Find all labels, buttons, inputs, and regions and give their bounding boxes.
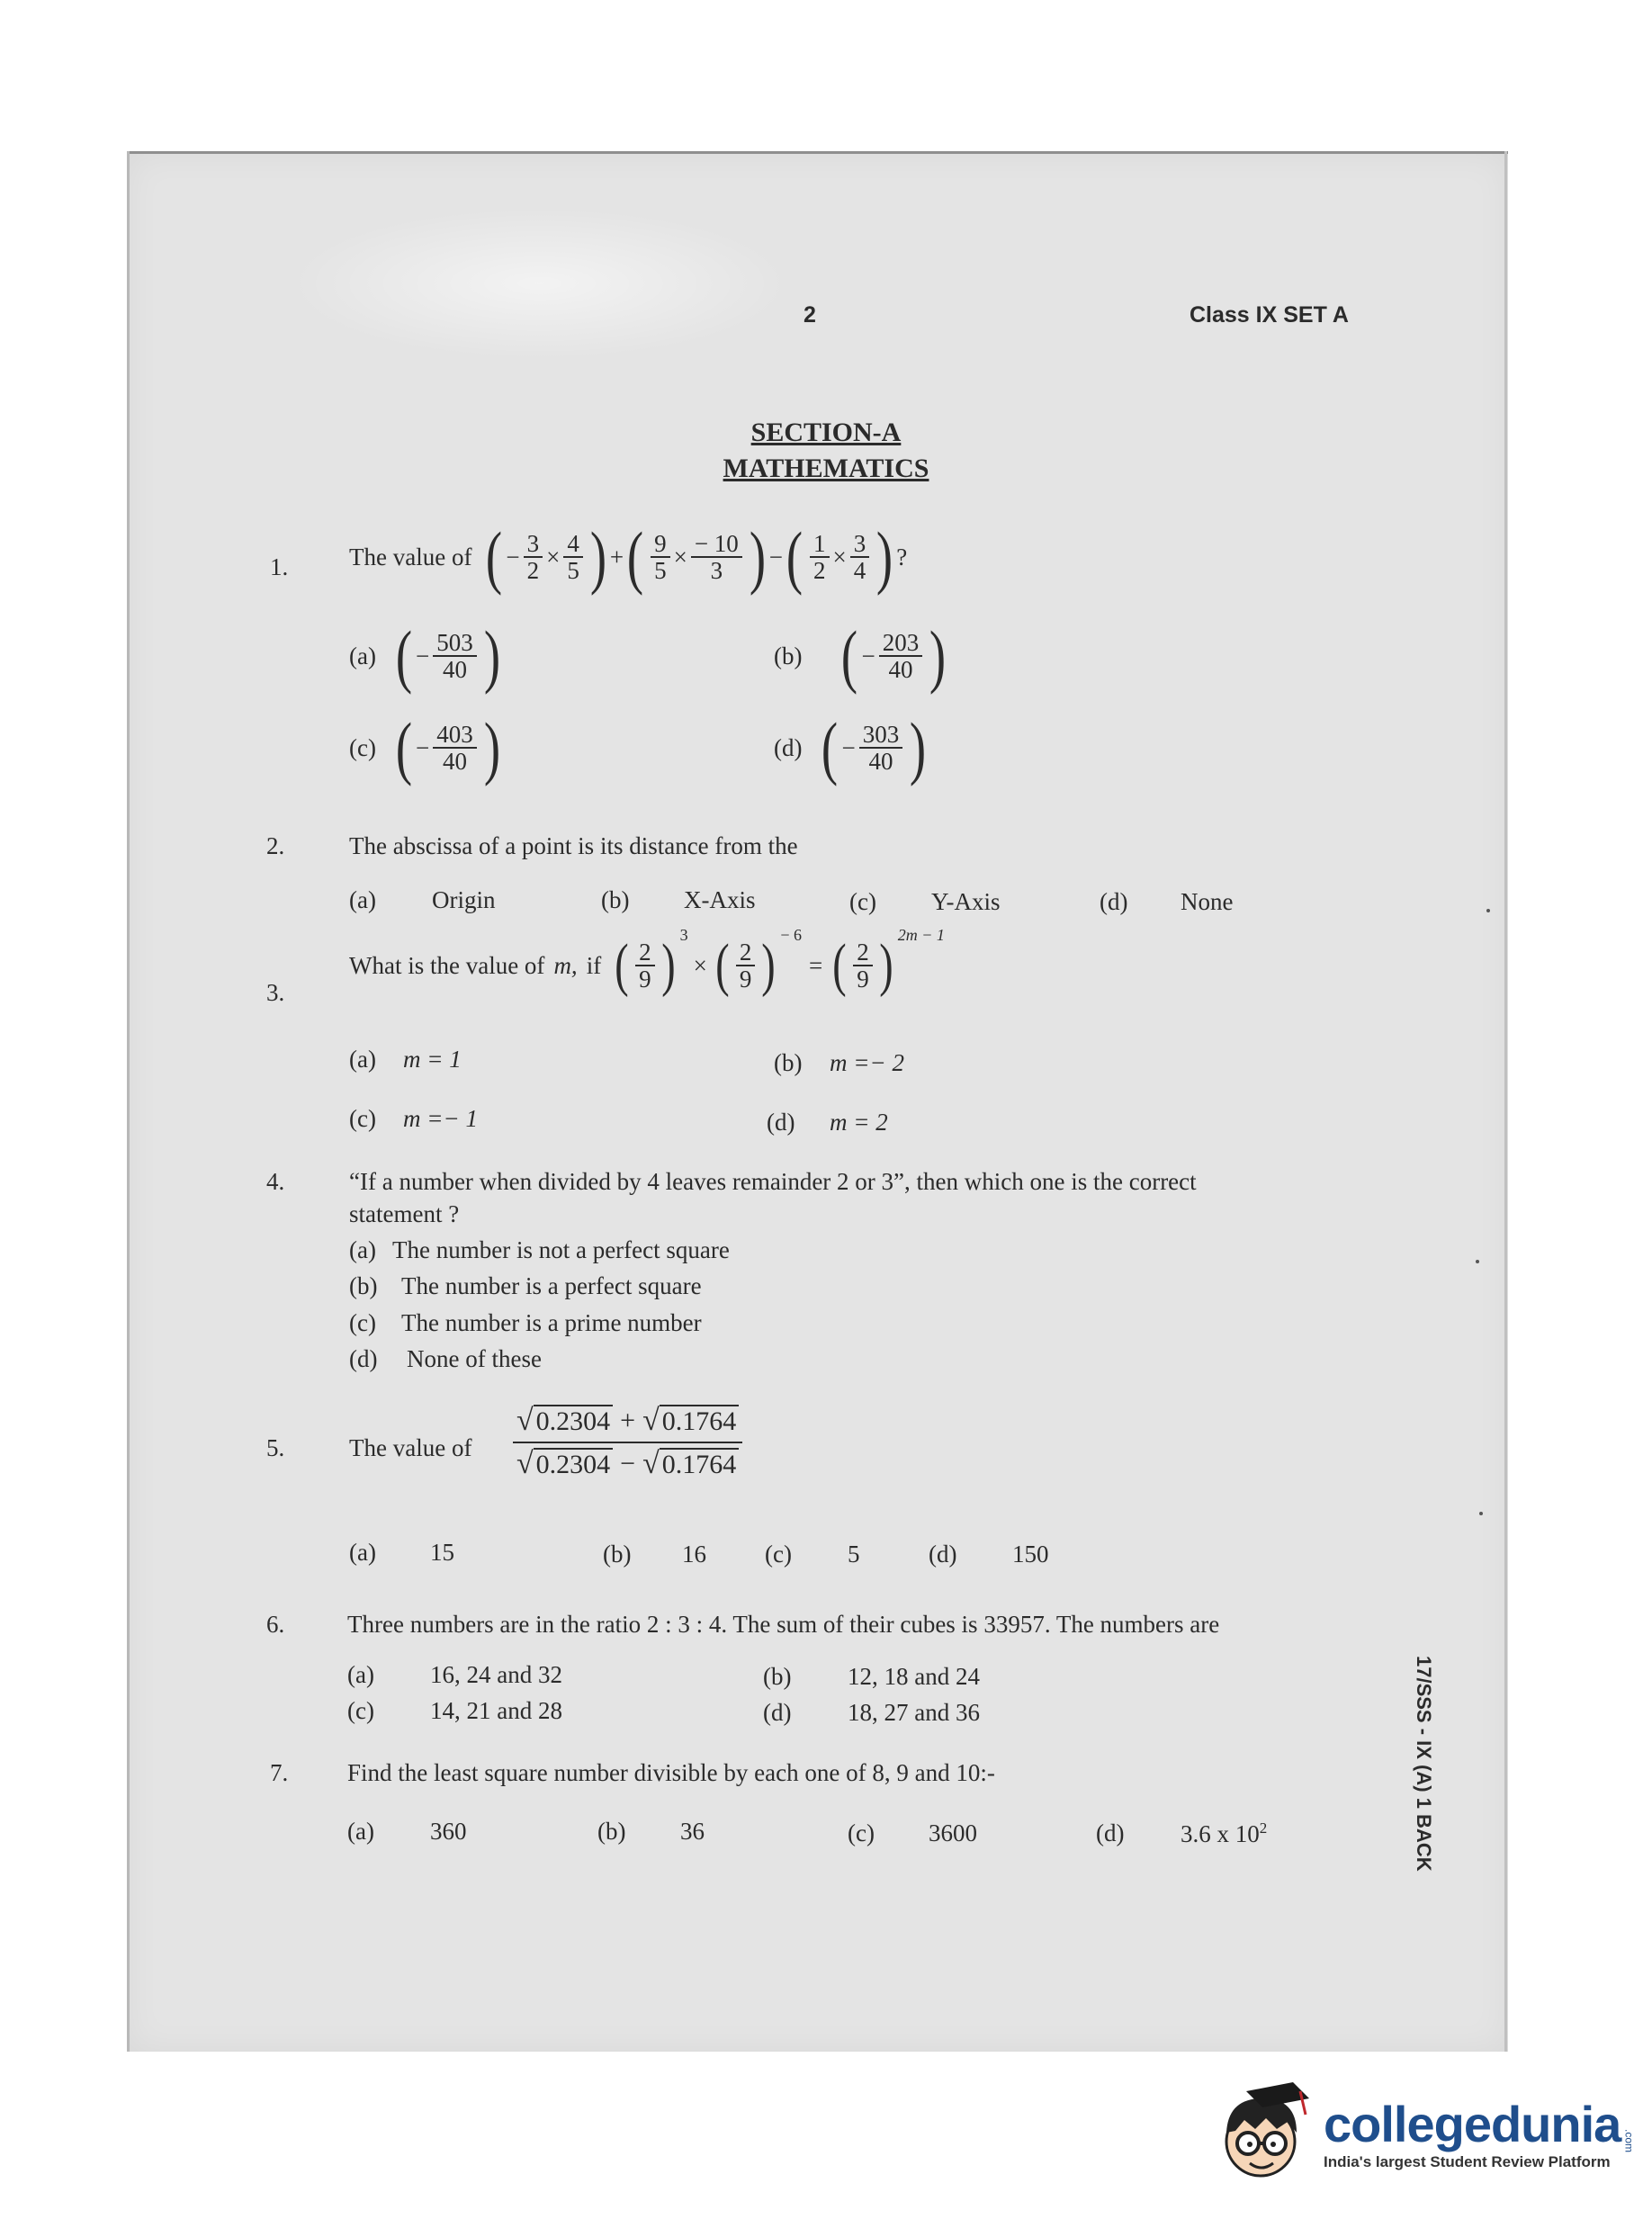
option-b-label: (b) (601, 886, 630, 913)
option-a-value: 16, 24 and 32 (430, 1661, 562, 1688)
option-b: (b) ( − $\frac{203}{40}$ ) (774, 616, 947, 695)
option-a-label: (a) (349, 1539, 376, 1566)
mascot-icon (1210, 2079, 1318, 2187)
option-d-value: 18, 27 and 36 (848, 1699, 980, 1726)
logo-tld: .com (1622, 2129, 1636, 2153)
option-a: (a) ( − $\frac{503}{40}$ ) (349, 616, 500, 695)
logo-brand: collegedunia (1324, 2095, 1621, 2152)
question-5-fraction: √ 0.2304 + √ 0.1764 √ 0.2304 − √ 0.1764 (513, 1404, 742, 1481)
option-b-value: 36 (680, 1818, 705, 1845)
scan-speck (1476, 1260, 1479, 1263)
option-c-label: (c) (349, 1105, 376, 1132)
logo-tagline: India's largest Student Review Platform (1324, 2152, 1611, 2170)
question-text: “If a number when divided by 4 leaves remainder 2 or 3”, then which one is the correct (349, 1168, 1197, 1195)
question-text: Find the least square number divisible by each one of 8, 9 and 10:- (347, 1759, 995, 1786)
question-number: 5. (266, 1434, 285, 1461)
question-number: 4. (266, 1168, 285, 1195)
question-3-expression: What is the value of m, if ( $\frac{2}{9}$ ) 3 × ( $\frac{2}{9}$ ) − 6 = ( $\frac{2}{9}$ ) 2m − 1 (349, 925, 945, 998)
option-c-label: (c) (349, 1309, 376, 1336)
paper-stain (288, 207, 792, 360)
section-title: SECTION-A (750, 418, 902, 447)
option-a-label: (a) (349, 1236, 376, 1263)
option-b-value: m =− 2 (830, 1049, 904, 1076)
page-number: 2 (804, 302, 816, 328)
option-d-value: None of these (407, 1345, 542, 1372)
option-b-label: (b) (597, 1818, 626, 1845)
option-b-value: The number is a perfect square (401, 1272, 702, 1299)
option-a-value: 360 (430, 1818, 467, 1845)
option-c: (c) ( − $\frac{403}{40}$ ) (349, 708, 500, 786)
question-number: 6. (266, 1611, 285, 1638)
paper-edge (128, 151, 1508, 154)
option-d-value: 150 (1012, 1541, 1049, 1568)
option-a-value: 15 (430, 1539, 454, 1566)
option-a-value: m = 1 (403, 1046, 462, 1073)
option-c-value: Y-Axis (931, 888, 1001, 915)
option-b-value: 12, 18 and 24 (848, 1663, 980, 1690)
option-c-label: (c) (347, 1697, 374, 1724)
option-a-value: The number is not a perfect square (392, 1236, 730, 1263)
option-c-label: (c) (849, 888, 876, 915)
collegedunia-logo (1210, 2079, 1635, 2187)
option-b-label: (b) (774, 1049, 803, 1076)
question-text: The value of (349, 1434, 472, 1461)
subject-title: MATHEMATICS (723, 454, 929, 483)
question-text: The abscissa of a point is its distance from the (349, 832, 798, 859)
question-text-continued: statement ? (349, 1200, 460, 1227)
option-a-value: Origin (432, 886, 496, 913)
question-1-expression: The value of ( − $\frac{3}{2}$ × $\frac{4}{5}$ ) + ( $\frac{9}{5}$ × $\frac{- 10}{3}$ ) − ( $\frac{1}{2}$ × $\frac{3}{4}$ ) ? (349, 517, 908, 596)
question-number: 1. (270, 553, 289, 580)
option-b-label: (b) (763, 1663, 792, 1690)
option-b-value: 16 (682, 1541, 706, 1568)
option-c-value: 14, 21 and 28 (430, 1697, 562, 1724)
option-d-label: (d) (767, 1109, 795, 1136)
option-d-value: m = 2 (830, 1109, 888, 1136)
option-b-label: (b) (603, 1541, 632, 1568)
option-c-value: 5 (848, 1541, 860, 1568)
class-set-label: Class IX SET A (1190, 302, 1349, 328)
option-c-label: (c) (848, 1819, 875, 1846)
option-a-label: (a) (347, 1818, 374, 1845)
option-d-value: 3.6 x $10^2$ (1181, 1819, 1268, 1847)
option-a-label: (a) (349, 1046, 376, 1073)
option-c-label: (c) (765, 1541, 792, 1568)
question-number: 2. (266, 832, 285, 859)
side-code: 17/SSS - IX (A) 1 BACK (1413, 1656, 1435, 1872)
scan-speck (1479, 1512, 1483, 1515)
option-a-label: (a) (349, 886, 376, 913)
option-d-label: (d) (929, 1541, 957, 1568)
option-d: (d) ( − $\frac{303}{40}$ ) (774, 708, 927, 786)
question-text: The value of (349, 543, 472, 570)
option-d-label: (d) (1096, 1819, 1125, 1846)
option-d-label: (d) (349, 1345, 378, 1372)
option-c-value: The number is a prime number (401, 1309, 702, 1336)
option-c-value: 3600 (929, 1819, 977, 1846)
scan-speck (1486, 909, 1490, 912)
option-b-value: X-Axis (684, 886, 756, 913)
option-b-label: (b) (349, 1272, 378, 1299)
option-a-label: (a) (347, 1661, 374, 1688)
option-c-value: m =− 1 (403, 1105, 478, 1132)
option-d-label: (d) (1100, 888, 1128, 915)
question-number: 3. (266, 979, 285, 1006)
question-number: 7. (270, 1759, 289, 1786)
option-d-value: None (1181, 888, 1234, 915)
question-text: Three numbers are in the ratio 2 : 3 : 4. The sum of their cubes is 33957. The numbers are (347, 1611, 1220, 1638)
option-d-label: (d) (763, 1699, 792, 1726)
